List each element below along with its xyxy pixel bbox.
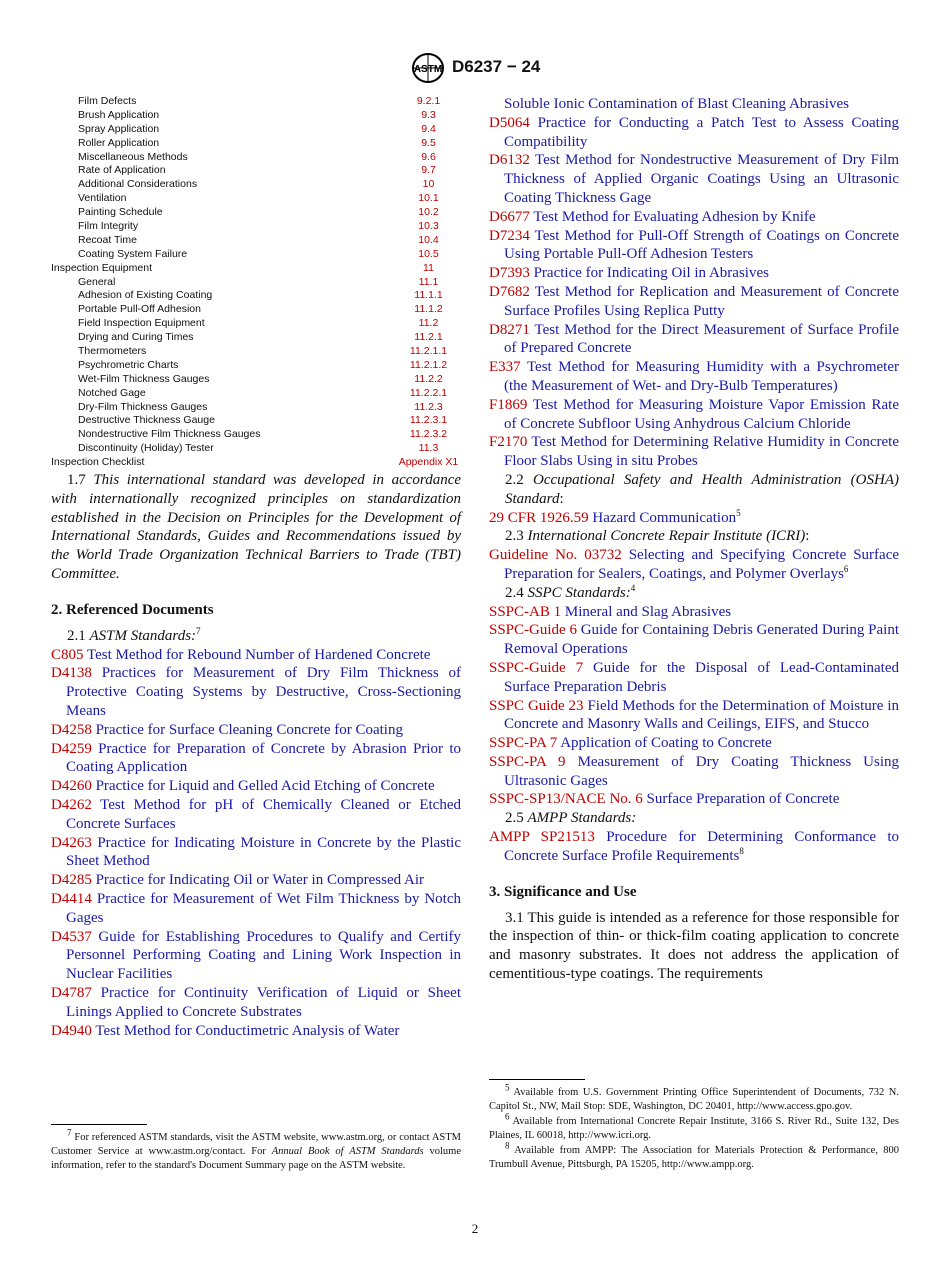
footnote-marker: 7	[67, 1127, 72, 1138]
astm-logo-text: ASTM	[413, 64, 443, 75]
toc-row[interactable]	[51, 359, 461, 373]
toc-label: Wet-Film Thickness Gauges	[78, 372, 210, 385]
reference-title[interactable]: Practice for Conducting a Patch Test to Assess Coating Compatibility	[504, 114, 899, 150]
toc-label: Ventilation	[78, 192, 127, 205]
toc-label: Nondestructive Film Thickness Gauges	[78, 428, 261, 441]
reference-title[interactable]: Test Method for Measuring Moisture Vapor Emission Rate of Concrete Subfloor Using Anhydrous Calcium Chloride	[504, 396, 899, 432]
astm-reference-list	[51, 646, 461, 1041]
reference-title[interactable]: Guide for the Disposal of Lead-Contaminated Surface Preparation Debris	[504, 659, 900, 695]
reference-title[interactable]: Practice for Preparation of Concrete by Abrasion Prior to Coating Application	[66, 740, 462, 776]
toc-row[interactable]	[51, 206, 461, 220]
toc-section-number[interactable]: 9.4	[421, 122, 436, 135]
reference-code[interactable]: 29 CFR 1926.59	[489, 509, 589, 526]
reference-code[interactable]: D6132	[489, 152, 530, 169]
subsection-2-4	[489, 584, 899, 603]
toc-row[interactable]	[51, 401, 461, 415]
reference-title[interactable]: Surface Preparation of Concrete	[646, 791, 840, 808]
toc-section-number[interactable]: 10.5	[418, 247, 439, 260]
toc-section-number[interactable]: 11	[423, 261, 434, 274]
footnote-ref[interactable]: 4	[630, 582, 636, 593]
toc-label: Destructive Thickness Gauge	[78, 414, 215, 427]
reference-code[interactable]: D7393	[489, 265, 530, 282]
reference-code[interactable]: D4940	[51, 1022, 92, 1039]
sub-number: 2.1	[67, 627, 86, 644]
reference-title[interactable]: Field Methods for the Determination of Moisture in Concrete and Masonry Walls and Ceilings, EIFS, and Stucco	[504, 697, 899, 733]
reference-code[interactable]: SSPC-Guide 7	[489, 659, 584, 676]
reference-item[interactable]	[489, 697, 899, 735]
toc-row[interactable]	[51, 442, 461, 456]
toc-row[interactable]	[51, 151, 461, 165]
reference-item[interactable]	[489, 396, 899, 434]
reference-item[interactable]	[51, 1022, 461, 1041]
reference-title[interactable]: Test Method for Determining Relative Humidity in Concrete Floor Slabs Using in situ Probes	[504, 434, 899, 470]
toc-row[interactable]	[51, 95, 461, 109]
footnote-8	[489, 1140, 900, 1172]
footnote-ref[interactable]: 5	[736, 507, 741, 518]
reference-code[interactable]: D4414	[51, 890, 92, 907]
subsection-2-2	[489, 471, 899, 509]
toc-section-number[interactable]: 10.2	[418, 206, 439, 219]
toc-label: Inspection Equipment	[51, 261, 152, 274]
sub-number: 2.2	[505, 471, 524, 488]
reference-item[interactable]	[489, 433, 899, 471]
sub-label-colon: :	[559, 490, 564, 507]
reference-title[interactable]: Application of Coating to Concrete	[560, 735, 772, 752]
reference-item[interactable]	[489, 753, 899, 791]
reference-code[interactable]: D7234	[489, 227, 530, 244]
toc-section-number[interactable]: 11.2.1	[414, 331, 443, 344]
toc-row[interactable]	[51, 262, 461, 276]
reference-code[interactable]: D4262	[51, 797, 92, 813]
reference-title[interactable]: Test Method for pH of Chemically Cleaned or Etched Concrete Surfaces	[66, 797, 461, 832]
toc-label: Painting Schedule	[78, 206, 163, 219]
footnotes-left	[51, 1124, 461, 1174]
toc-label: Inspection Checklist	[51, 456, 145, 469]
toc-section-number[interactable]: 11.1	[418, 275, 439, 288]
sub-label: International Concrete Repair Institute (ICRI)	[527, 528, 806, 545]
toc-row[interactable]	[51, 428, 461, 442]
reference-item[interactable]	[489, 659, 899, 697]
reference-item[interactable]	[51, 796, 461, 834]
paragraph-3-1: 3.1 This guide is intended as a reference for those responsible for the inspection of thin- or thick-film coating application to concrete and masonry substrates. It does not address the application of cementitious-type coatings. The requirements	[489, 909, 899, 983]
toc-label: Drying and Curing Times	[78, 331, 194, 344]
toc-section-number[interactable]: Appendix X1	[398, 456, 459, 469]
toc-section-number[interactable]: 9.6	[421, 150, 436, 163]
toc-section-number[interactable]: 11.3	[418, 442, 439, 455]
toc-label: Dry-Film Thickness Gauges	[78, 400, 208, 413]
footnote-text: Available from International Concrete Repair Institute, 3166 S. River Rd., Suite 132, Des Plaines, IL 60018, http://www.icri.org.	[489, 1116, 899, 1141]
toc-section-number[interactable]: 11.2.2	[414, 372, 443, 385]
toc-label: Thermometers	[78, 345, 147, 358]
reference-item[interactable]	[489, 603, 899, 622]
footnote-divider	[489, 1079, 585, 1080]
astm-reference-list-continued	[489, 95, 899, 471]
toc-row[interactable]	[51, 109, 461, 123]
left-column	[51, 95, 461, 1040]
reference-title[interactable]: Practice for Continuity Verification of Liquid or Sheet Linings Applied to Concrete Substrates	[66, 984, 461, 1020]
reference-ampp[interactable]	[489, 828, 899, 866]
paragraph-1-7	[51, 471, 461, 584]
reference-item[interactable]	[489, 95, 899, 114]
reference-title[interactable]: Hazard Communication	[592, 509, 737, 526]
reference-title[interactable]: Test Method for Rebound Number of Hardened Concrete	[87, 646, 431, 663]
footnote-6	[489, 1111, 899, 1143]
reference-code[interactable]: F1869	[489, 396, 528, 413]
footnote-italic-text: Annual Book of ASTM Standards	[271, 1146, 424, 1157]
footnote-text: Available from U.S. Government Printing Office Superintendent of Documents, 732 N. Capitol St., NW, Mail Stop: SDE, Washington, DC 20401, http://www.access.gpo.gov.	[489, 1087, 899, 1112]
toc-label: Miscellaneous Methods	[78, 150, 188, 163]
reference-code[interactable]: D8271	[489, 321, 530, 338]
toc-section-number[interactable]: 9.7	[421, 164, 436, 177]
reference-title[interactable]: Test Method for Measuring Humidity with a Psychrometer (the Measurement of Wet- and Dry-Bulb Temperatures)	[504, 359, 900, 394]
sub-label: AMPP Standards:	[527, 810, 637, 827]
reference-title[interactable]: Test Method for Conductimetric Analysis of Water	[95, 1022, 400, 1039]
toc-row[interactable]	[51, 317, 461, 331]
toc-section-number[interactable]: 10	[422, 178, 435, 191]
footnote-7	[51, 1127, 462, 1173]
reference-code[interactable]: Guideline No. 03732	[489, 547, 622, 564]
reference-item[interactable]	[51, 664, 461, 720]
reference-item[interactable]	[489, 264, 899, 283]
section-3-heading: 3. Significance and Use	[489, 883, 637, 900]
footnote-marker: 5	[505, 1082, 510, 1093]
reference-title[interactable]: Test Method for Replication and Measurement of Concrete Surface Profiles Using Replica Putty	[504, 283, 899, 319]
reference-item[interactable]	[489, 283, 899, 321]
footnotes-right	[489, 1079, 899, 1173]
toc-label: Film Defects	[78, 95, 137, 107]
subsection-2-1	[51, 627, 461, 646]
reference-item[interactable]	[489, 358, 899, 396]
reference-code[interactable]: SSPC-PA 9	[489, 753, 566, 770]
toc-row[interactable]	[51, 331, 461, 345]
footnote-list	[489, 1082, 900, 1172]
toc-label: Field Inspection Equipment	[78, 317, 205, 330]
table-of-contents	[51, 95, 461, 470]
toc-label: Psychrometric Charts	[78, 358, 179, 371]
reference-code[interactable]: D4260	[51, 778, 92, 795]
reference-title[interactable]: Test Method for the Direct Measurement of Surface Profile of Prepared Concrete	[504, 321, 899, 357]
reference-code[interactable]: D6677	[489, 208, 530, 225]
toc-label: Spray Application	[78, 122, 160, 135]
reference-item[interactable]	[51, 740, 461, 778]
reference-code[interactable]: SSPC-PA 7	[489, 735, 558, 752]
toc-section-number[interactable]: 11.1.1	[414, 289, 443, 302]
toc-row[interactable]	[51, 414, 461, 428]
sub-label: SSPC Standards:	[527, 584, 631, 601]
reference-code[interactable]: D4263	[51, 834, 92, 851]
toc-label: Discontinuity (Holiday) Tester	[78, 442, 214, 455]
reference-code[interactable]: F2170	[489, 434, 528, 451]
document-id: D6237 − 24	[452, 57, 541, 76]
toc-section-number[interactable]: 9.2.1	[416, 95, 441, 107]
toc-label: Roller Application	[78, 136, 160, 149]
toc-section-number[interactable]: 11.2	[418, 317, 439, 330]
reference-title[interactable]: Practice for Indicating Oil in Abrasives	[533, 265, 769, 282]
toc-section-number[interactable]: 10.1	[418, 192, 439, 205]
reference-item[interactable]	[51, 871, 461, 890]
reference-title[interactable]: Practice for Measurement of Wet Film Thickness by Notch Gages	[66, 890, 462, 926]
reference-title[interactable]: Practice for Liquid and Gelled Acid Etching of Concrete	[95, 778, 435, 795]
sub-label: ASTM Standards:	[89, 627, 197, 644]
sub-label: Occupational Safety and Health Administration (OSHA) Standard	[505, 471, 899, 507]
reference-item[interactable]	[51, 834, 461, 872]
reference-item[interactable]	[489, 208, 899, 227]
reference-item[interactable]	[489, 621, 899, 659]
reference-title[interactable]: Guide for Establishing Procedures to Qualify and Certify Personnel Performing Coating and Lining Work Inspection in Nuclear Facilities	[66, 928, 462, 983]
toc-row[interactable]	[51, 303, 461, 317]
page-number: 2	[471, 1221, 479, 1236]
reference-code[interactable]: D4537	[51, 928, 92, 945]
right-column	[489, 95, 899, 984]
toc-label: Additional Considerations	[78, 178, 198, 191]
toc-label: Adhesion of Existing Coating	[78, 289, 213, 302]
para-number: 1.7	[67, 472, 86, 489]
reference-code[interactable]: D4285	[51, 872, 92, 889]
toc-section-number[interactable]: 11.2.3.2	[409, 428, 448, 441]
subsection-2-3	[489, 527, 899, 546]
footnote-marker: 6	[505, 1111, 510, 1122]
toc-row[interactable]	[51, 248, 461, 262]
toc-row[interactable]	[51, 123, 461, 137]
section-2-heading: 2. Referenced Documents	[51, 601, 214, 618]
toc-label: Film Integrity	[78, 220, 139, 233]
toc-section-number[interactable]: 9.5	[421, 136, 436, 149]
sub-number: 2.4	[505, 584, 524, 601]
toc-label: Rate of Application	[78, 164, 166, 177]
footnote-5	[489, 1082, 899, 1114]
reference-title[interactable]: Test Method for Pull-Off Strength of Coatings on Concrete Using Portable Pull-Off Adhesion Testers	[504, 227, 899, 263]
toc-section-number[interactable]: 11.2.1.1	[409, 345, 448, 358]
reference-item[interactable]	[51, 890, 461, 928]
toc-section-number[interactable]: 11.1.2	[414, 303, 443, 316]
toc-section-number[interactable]: 10.3	[418, 220, 439, 233]
toc-label: Portable Pull-Off Adhesion	[78, 303, 201, 316]
reference-code[interactable]: D7682	[489, 283, 530, 300]
reference-code[interactable]: AMPP SP21513	[489, 829, 595, 846]
footnote-text: For referenced ASTM standards, visit the ASTM website, www.astm.org, or contact ASTM Customer Service at www.astm.org/contact. For	[51, 1132, 461, 1157]
toc-label: Recoat Time	[78, 233, 137, 246]
toc-section-number[interactable]: 9.3	[421, 108, 436, 121]
reference-title[interactable]: Guide for Containing Debris Generated During Paint Removal Operations	[504, 622, 900, 658]
footnote-ref[interactable]: 8	[739, 845, 744, 856]
toc-row[interactable]	[51, 220, 461, 234]
sspc-reference-list	[489, 603, 899, 810]
reference-osha[interactable]	[489, 509, 899, 528]
reference-item[interactable]	[51, 984, 461, 1022]
toc-row[interactable]	[51, 345, 461, 359]
footnote-text-end: volume information, refer to the standard's Document Summary page on the ASTM website.	[51, 1146, 462, 1171]
toc-row[interactable]	[51, 456, 461, 470]
sub-number: 2.5	[505, 810, 524, 827]
reference-title[interactable]: Test Method for Nondestructive Measurement of Dry Film Thickness of Applied Organic Coatings Using an Ultrasonic Coating Thickness Gage	[504, 152, 900, 206]
reference-code[interactable]: D4259	[51, 740, 92, 757]
reference-title[interactable]: Procedure for Determining Conformance to Concrete Surface Profile Requirements	[504, 829, 900, 864]
toc-row[interactable]	[51, 192, 461, 206]
toc-row[interactable]	[51, 387, 461, 401]
reference-title[interactable]: Selecting and Specifying Concrete Surface Preparation for Sealers, Coatings, and Polymer Overlays	[504, 547, 900, 582]
subsection-2-5	[489, 809, 899, 828]
reference-title[interactable]: Test Method for Evaluating Adhesion by Knife	[533, 208, 816, 225]
sub-label-colon: :	[805, 528, 810, 545]
reference-title[interactable]: Practices for Measurement of Dry Film Thickness of Protective Coating Systems by Destructive, Cross-Sectioning Means	[66, 665, 462, 720]
footnote-text: Available from AMPP: The Association for Materials Protection & Performance, 800 Trumbull Avenue, Pittsburgh, PA 15205, http://www.ampp.org.	[489, 1145, 900, 1170]
toc-row[interactable]	[51, 137, 461, 151]
toc-section-number[interactable]: 11.2.3	[414, 400, 443, 413]
toc-row[interactable]	[51, 276, 461, 290]
toc-row[interactable]	[51, 234, 461, 248]
sub-number: 2.3	[505, 528, 524, 545]
toc-section-number[interactable]: 11.2.3.1	[409, 414, 448, 427]
toc-section-number[interactable]: 10.4	[418, 233, 439, 246]
reference-item[interactable]	[51, 928, 461, 984]
reference-title[interactable]: Practice for Surface Cleaning Concrete for Coating	[95, 721, 403, 738]
toc-row[interactable]	[51, 289, 461, 303]
footnote-ref[interactable]: 6	[843, 563, 849, 574]
reference-item[interactable]	[489, 321, 899, 359]
toc-label: General	[78, 275, 116, 288]
reference-code[interactable]: SSPC-Guide 6	[489, 622, 577, 639]
reference-item[interactable]	[489, 227, 899, 265]
reference-code[interactable]: D5064	[489, 114, 530, 131]
toc-label: Coating System Failure	[78, 247, 188, 260]
reference-title[interactable]: Soluble Ionic Contamination of Blast Cleaning Abrasives	[504, 96, 849, 112]
reference-icri[interactable]	[489, 546, 899, 584]
reference-code[interactable]: D4258	[51, 721, 92, 738]
toc-label: Brush Application	[78, 108, 160, 121]
toc-row[interactable]	[51, 178, 461, 192]
reference-code[interactable]: D4138	[51, 665, 92, 682]
reference-item[interactable]	[489, 734, 899, 753]
toc-section-number[interactable]: 11.2.2.1	[409, 386, 448, 399]
footnote-marker: 8	[505, 1140, 510, 1151]
reference-code[interactable]: C805	[51, 646, 84, 663]
reference-title[interactable]: Practice for Indicating Moisture in Concrete by the Plastic Sheet Method	[66, 834, 462, 870]
toc-label: Notched Gage	[78, 386, 146, 399]
reference-title[interactable]: Mineral and Slag Abrasives	[564, 603, 732, 620]
footnote-divider	[51, 1124, 147, 1125]
reference-title[interactable]: Measurement of Dry Coating Thickness Using Ultrasonic Gages	[504, 753, 900, 789]
reference-code[interactable]: SSPC-AB 1	[489, 603, 562, 620]
reference-item[interactable]	[51, 646, 461, 665]
para-text: This international standard was developed in accordance with internationally recognized principles on standardization established in the Decision on Principles for the Development of International Standards, Guides and Recommendations issued by the World Trade Organization Technical Barriers to Trade (TBT) Committee.	[51, 472, 462, 583]
reference-item[interactable]	[51, 777, 461, 796]
toc-row[interactable]	[51, 164, 461, 178]
astm-logo-icon	[408, 52, 448, 84]
reference-code[interactable]: SSPC Guide 23	[489, 697, 584, 714]
reference-code[interactable]: D4787	[51, 984, 92, 1001]
reference-item[interactable]	[489, 114, 899, 152]
reference-item[interactable]	[51, 721, 461, 740]
reference-code[interactable]: E337	[489, 359, 521, 376]
toc-row[interactable]	[51, 373, 461, 387]
reference-code[interactable]: SSPC-SP13/NACE No. 6	[489, 791, 643, 808]
reference-item[interactable]	[489, 151, 899, 207]
footnote-ref[interactable]: 7	[196, 625, 201, 636]
toc-section-number[interactable]: 11.2.1.2	[409, 358, 448, 371]
reference-item[interactable]	[489, 790, 899, 809]
page-header	[0, 56, 950, 82]
reference-title[interactable]: Practice for Indicating Oil or Water in Compressed Air	[95, 872, 425, 889]
